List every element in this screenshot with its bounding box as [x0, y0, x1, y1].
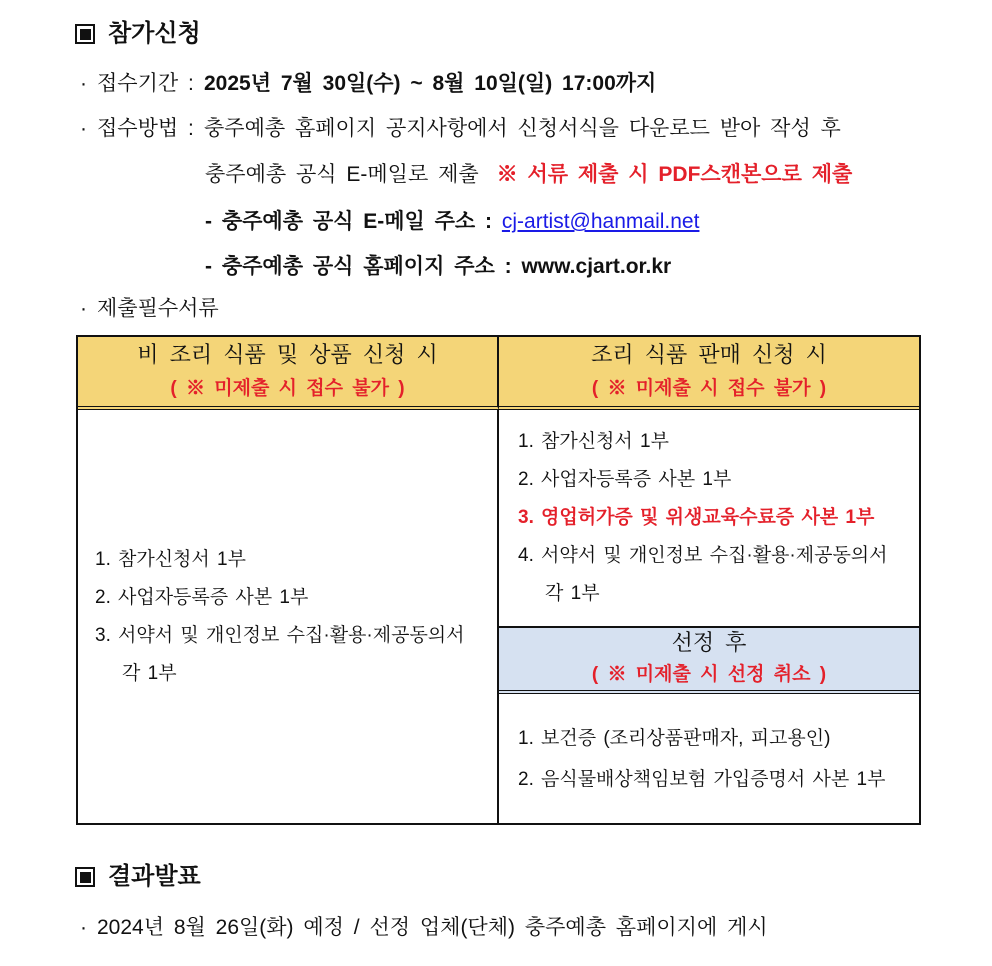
email-address-label: 충주예총 공식 E-메일 주소 :	[221, 210, 493, 233]
results-announcement-text: 2024년 8월 26일(화) 예정 / 선정 업체(단체) 충주예총 홈페이지에 게시	[97, 916, 768, 939]
header-cooked-food	[499, 337, 919, 410]
bullet: ·	[80, 117, 87, 140]
section-heading-application	[0, 19, 992, 49]
reception-method-text: 충주예총 홈페이지 공지사항에서 신청서식을 다운로드 받아 작성 후	[204, 117, 841, 140]
list-item-highlighted	[518, 499, 919, 537]
square-bullet-icon	[75, 24, 95, 44]
item-number: 2.	[518, 768, 534, 790]
column-note: ( ※ 미제출 시 접수 불가 )	[170, 377, 405, 399]
item-number: 4.	[518, 545, 534, 566]
item-number: 1.	[518, 727, 534, 749]
list-item	[95, 541, 497, 579]
reception-method-continuation	[205, 160, 852, 190]
required-documents-table	[76, 335, 921, 825]
email-address-row	[0, 207, 992, 237]
homepage-address-label: 충주예총 공식 홈페이지 주소 :	[221, 255, 512, 278]
section-title: 선정 후	[671, 630, 747, 655]
label-separator: :	[188, 117, 194, 140]
bullet: ·	[80, 72, 87, 95]
section-title: 참가신청	[108, 20, 201, 47]
label-separator: :	[188, 72, 194, 95]
pdf-scan-note: ※ 서류 제출 시 PDF스캔본으로 제출	[496, 163, 853, 186]
header-non-cooked-food	[78, 337, 499, 410]
item-text: 참가신청서 1부	[541, 431, 669, 452]
required-documents-label: 제출필수서류	[97, 297, 219, 320]
dash: -	[205, 255, 212, 278]
item-text: 사업자등록증 사본 1부	[118, 586, 309, 608]
reception-method-label: 접수방법	[97, 117, 179, 140]
square-bullet-icon	[75, 867, 95, 887]
item-text: 영업허가증 및 위생교육수료증 사본 1부	[541, 507, 875, 528]
homepage-address-row	[0, 252, 992, 282]
list-item-continuation: 각 1부	[122, 662, 177, 684]
email-link[interactable]: cj-artist@hanmail.net	[501, 210, 700, 233]
results-announcement-row	[0, 913, 992, 943]
cooked-documents-list	[499, 410, 919, 628]
reception-period-label: 접수기간	[97, 72, 179, 95]
item-number: 3.	[95, 624, 111, 646]
dash: -	[205, 210, 212, 233]
homepage-url: www.cjart.or.kr	[521, 255, 672, 278]
item-text: 보건증 (조리상품판매자, 피고용인)	[541, 727, 831, 749]
bullet: ·	[80, 297, 87, 320]
item-text: 서약서 및 개인정보 수집·활용·제공동의서	[541, 545, 888, 566]
section-note: ( ※ 미제출 시 선정 취소 )	[591, 664, 827, 685]
item-text: 참가신청서 1부	[118, 548, 246, 570]
non-cooked-documents-list	[78, 410, 499, 823]
item-number: 2.	[95, 586, 111, 608]
list-item	[518, 537, 919, 575]
list-item-continuation: 각 1부	[545, 583, 600, 604]
column-note: ( ※ 미제출 시 접수 불가 )	[591, 377, 827, 399]
list-item	[95, 617, 497, 655]
list-item	[518, 718, 919, 759]
item-text: 음식물배상책임보험 가입증명서 사본 1부	[541, 768, 886, 790]
reception-period-row	[0, 69, 992, 99]
column-title: 비 조리 식품 및 상품 신청 시	[137, 341, 438, 367]
section-title: 결과발표	[108, 863, 201, 890]
reception-method-row-continued	[0, 160, 992, 190]
bullet: ·	[80, 916, 87, 939]
list-item	[518, 423, 919, 461]
item-number: 1.	[95, 548, 111, 570]
reception-period-value: 2025년 7월 30일(수) ~ 8월 10일(일) 17:00까지	[204, 72, 657, 95]
item-number: 2.	[518, 469, 534, 490]
item-number: 1.	[518, 431, 534, 452]
email-address-line	[205, 207, 699, 237]
submit-by-email-text: 충주예총 공식 E-메일로 제출	[205, 163, 479, 186]
header-after-selection	[499, 628, 919, 694]
required-documents-row	[0, 294, 992, 324]
homepage-address-line	[205, 252, 671, 282]
list-item	[518, 759, 919, 800]
item-number: 3.	[518, 507, 534, 528]
item-text: 사업자등록증 사본 1부	[541, 469, 732, 490]
after-selection-documents-list	[499, 694, 919, 823]
list-item	[95, 579, 497, 617]
list-item	[518, 461, 919, 499]
item-text: 서약서 및 개인정보 수집·활용·제공동의서	[118, 624, 465, 646]
reception-method-row	[0, 114, 992, 144]
section-heading-results	[0, 862, 992, 892]
column-title: 조리 식품 판매 신청 시	[591, 341, 827, 367]
